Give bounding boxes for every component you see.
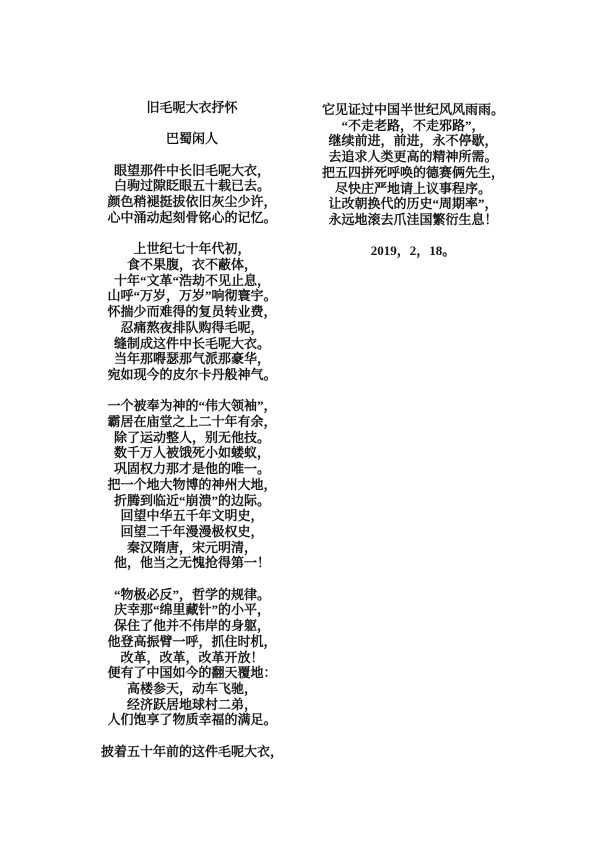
poem-line: 颜色稍褪挺拔依旧灰尘少许， <box>107 194 277 210</box>
poem-line: 高楼参天，动车飞驰， <box>126 680 257 696</box>
poem-line: 把一个地大物博的神州大地， <box>107 476 277 492</box>
poem-line: 让改朝换代的历史“周期率”， <box>328 196 498 212</box>
poem-line: 眼望那件中长旧毛呢大衣， <box>113 162 270 178</box>
poem-line: 缝制成这件中长毛呢大衣。 <box>113 335 270 351</box>
poem-line: 去追求人类更高的精神所需。 <box>328 149 498 165</box>
poem-date: 2019，2，18。 <box>370 243 456 259</box>
poem-line: 经济跃居地球村二弟， <box>126 696 257 712</box>
stanza-5 <box>308 102 518 228</box>
stanza-3 <box>87 398 297 571</box>
right-column <box>308 102 518 259</box>
poem-line: 尽快庄严地请上议事程序。 <box>334 180 491 196</box>
poem-line: 十年“文革“浩劫不见止息， <box>113 272 270 288</box>
left-column <box>87 100 297 759</box>
stanza-4 <box>87 587 297 728</box>
poem-author: 巴蜀闲人 <box>165 131 218 147</box>
poem-line: 当年那嘚瑟那气派那豪华， <box>113 351 270 367</box>
poem-line: “物极必反”，哲学的规律。 <box>113 586 270 602</box>
poem-line: 一个被奉为神的“伟大领袖”， <box>107 398 277 414</box>
poem-line: 继续前进，前进，永不停歇， <box>328 133 498 149</box>
poem-line: 宛如现今的皮尔卡丹般神气。 <box>107 366 277 382</box>
poem-line: 山呼“万岁，万岁”响彻寰宇。 <box>107 288 277 304</box>
poem-line: 怀揣少而难得的复员转业费， <box>107 304 277 320</box>
poem-line: 便有了中国如今的翻天覆地： <box>107 665 277 681</box>
poem-line: 折腾到临近“崩溃”的边际。 <box>113 492 270 508</box>
poem-line: 巩固权力那才是他的唯一。 <box>113 461 270 477</box>
poem-line: 食不果腹，衣不蔽体， <box>126 256 257 272</box>
poem-line: 数千万人被饿死小如蝼蚁， <box>113 445 270 461</box>
poem-closing-line: 披着五十年前的这件毛呢大衣， <box>100 743 283 759</box>
poem-line: 秦汉隋唐，宋元明清， <box>126 539 257 555</box>
poem-line: 心中涌动起刻骨铭心的记忆。 <box>107 209 277 225</box>
poem-line: 回望中华五千年文明史， <box>120 508 264 524</box>
poem-line: 改革，改革，改革开放！ <box>120 649 264 665</box>
poem-line: 他登高振臂一呼，抓住时机， <box>107 633 277 649</box>
poem-line: 把五四拼死呼唤的德赛俩先生， <box>321 164 504 180</box>
poem-line: 他，他当之无愧抢得第一！ <box>113 555 270 571</box>
poem-line: “不走老路，不走邪路”， <box>341 117 485 133</box>
poem-line: 它见证过中国半世纪风风雨雨。 <box>321 102 504 117</box>
poem-title: 旧毛呢大衣抒怀 <box>146 100 238 115</box>
poem-line: 霸居在庙堂之上二十年有余， <box>107 414 277 429</box>
poem-line: 回望二千年漫漫极权史， <box>120 523 264 539</box>
poem-line: 除了运动整人，别无他技。 <box>113 429 270 445</box>
poem-line: 庆幸那“绵里藏针”的小平， <box>113 602 270 618</box>
poem-line: 永远地滚去爪洼国繁衍生息！ <box>328 211 498 227</box>
stanza-2 <box>87 241 297 382</box>
stanza-1 <box>87 163 297 226</box>
poem-line: 人们饱享了物质幸福的满足。 <box>107 712 277 728</box>
poem-line: 上世纪七十年代初， <box>133 241 251 257</box>
poem-line: 忍痛熬夜排队购得毛呢， <box>120 319 264 335</box>
poem-line: 白驹过隙眨眼五十载已去。 <box>113 178 270 194</box>
poem-line: 保住了他并不伟岸的身躯， <box>113 618 270 634</box>
